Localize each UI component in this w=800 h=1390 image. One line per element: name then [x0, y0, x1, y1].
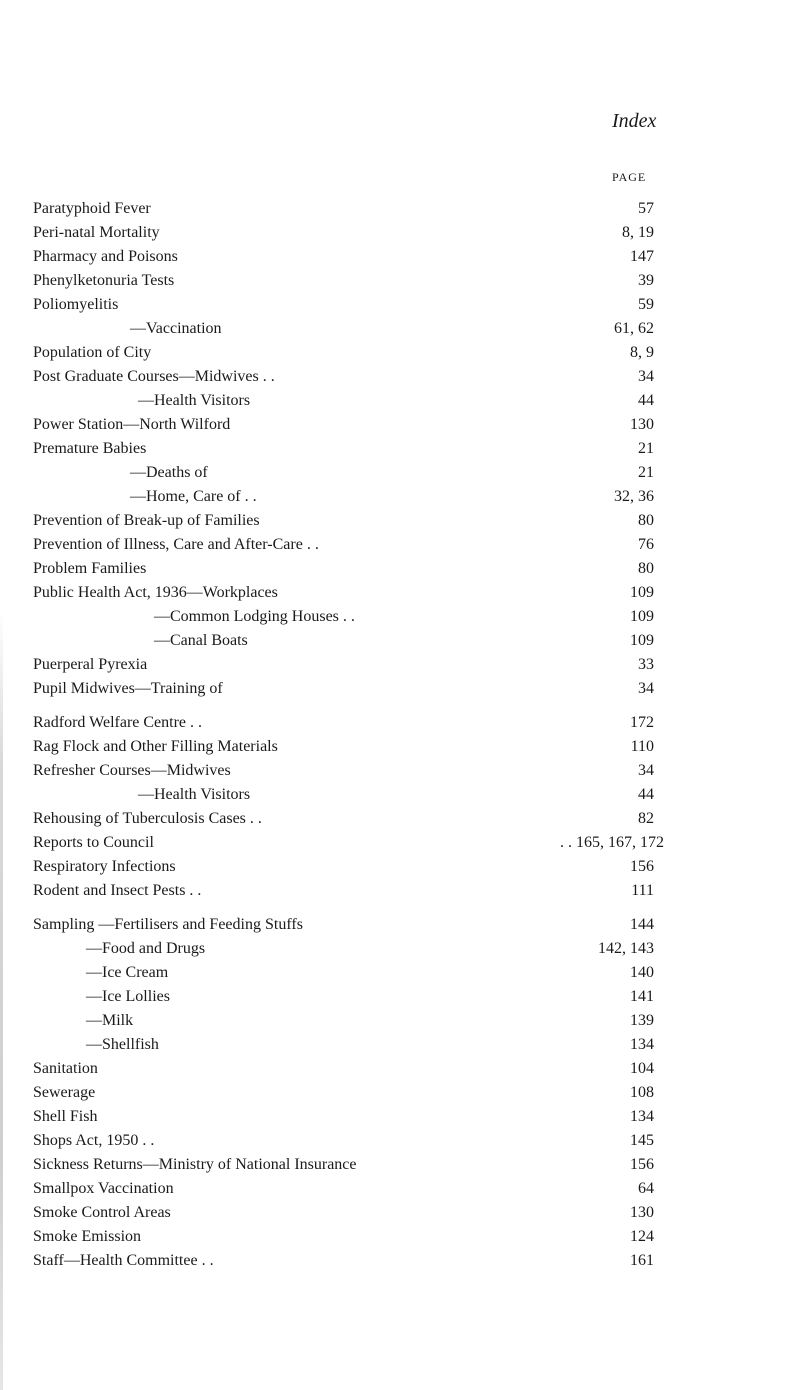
index-entry [0, 879, 800, 903]
entry-pages: 33 [560, 653, 654, 677]
entry-term: Problem Families [33, 560, 147, 577]
entry-term: —Common Lodging Houses . . [154, 608, 355, 625]
index-entry [0, 269, 800, 293]
entry-pages: 34 [560, 759, 654, 783]
entry-term: —Canal Boats [154, 632, 248, 649]
entry-pages: 139 [560, 1009, 654, 1033]
entry-pages: 141 [560, 985, 654, 1009]
entry-pages: . . 165, 167, 172 [560, 831, 654, 855]
entry-term: Refresher Courses—Midwives [33, 762, 231, 779]
index-entry [0, 1153, 800, 1177]
entry-term: Sanitation [33, 1060, 98, 1077]
entry-term: —Shellfish [86, 1036, 159, 1053]
entry-pages: 134 [560, 1105, 654, 1129]
entry-pages: 108 [560, 1081, 654, 1105]
entry-term: Sampling —Fertilisers and Feeding Stuffs [33, 916, 303, 933]
index-entry [0, 605, 800, 629]
entry-pages: 82 [560, 807, 654, 831]
entry-pages: 156 [560, 855, 654, 879]
entry-pages: 59 [560, 293, 654, 317]
entry-pages: 145 [560, 1129, 654, 1153]
index-entry [0, 1009, 800, 1033]
entry-pages: 144 [560, 913, 654, 937]
index-entry [0, 735, 800, 759]
entry-pages: 61, 62 [560, 317, 654, 341]
entry-term: Smallpox Vaccination [33, 1180, 174, 1197]
entry-pages: 124 [560, 1225, 654, 1249]
entry-term: Sewerage [33, 1084, 96, 1101]
entry-pages: 147 [560, 245, 654, 269]
entry-pages: 8, 19 [560, 221, 654, 245]
entry-term: Premature Babies [33, 440, 147, 457]
entry-pages: 8, 9 [560, 341, 654, 365]
index-entry [0, 461, 800, 485]
entry-pages: 161 [560, 1249, 654, 1273]
entry-pages: 76 [560, 533, 654, 557]
entry-term: Post Graduate Courses—Midwives . . [33, 368, 275, 385]
index-entry [0, 1249, 800, 1273]
entry-pages: 130 [560, 1201, 654, 1225]
entry-term: —Home, Care of . . [130, 488, 257, 505]
index-entry [0, 913, 800, 937]
entry-term: —Milk [86, 1012, 134, 1029]
entry-pages: 134 [560, 1033, 654, 1057]
page-column-label: PAGE [612, 170, 647, 184]
index-entry [0, 653, 800, 677]
index-entry [0, 509, 800, 533]
index-entry [0, 245, 800, 269]
index-entry [0, 341, 800, 365]
index-entry [0, 221, 800, 245]
index-entry [0, 437, 800, 461]
entry-pages: 64 [560, 1177, 654, 1201]
entry-pages: 110 [560, 735, 654, 759]
entry-term: Rodent and Insect Pests . . [33, 882, 202, 899]
entry-pages: 140 [560, 961, 654, 985]
entry-pages: 39 [560, 269, 654, 293]
entry-pages: 21 [560, 437, 654, 461]
index-entry [0, 961, 800, 985]
entry-pages: 109 [560, 581, 654, 605]
entry-term: Radford Welfare Centre . . [33, 714, 203, 731]
entry-term: Shops Act, 1950 . . [33, 1132, 155, 1149]
entry-term: Sickness Returns—Ministry of National Insurance [33, 1156, 357, 1173]
index-entry [0, 293, 800, 317]
scan-edge-shadow [0, 610, 3, 1390]
entry-term: Power Station—North Wilford [33, 416, 231, 433]
entry-term: —Ice Cream [86, 964, 169, 981]
index-entry [0, 677, 800, 701]
entry-term: —Health Visitors [138, 786, 251, 803]
entry-pages: 156 [560, 1153, 654, 1177]
entry-pages: 21 [560, 461, 654, 485]
index-entry [0, 1201, 800, 1225]
entry-pages: 109 [560, 605, 654, 629]
entry-term: Prevention of Illness, Care and After-Care . . [33, 536, 319, 553]
entry-pages: 111 [560, 879, 654, 903]
entry-pages: 80 [560, 509, 654, 533]
entry-pages: 104 [560, 1057, 654, 1081]
entry-term: Smoke Emission [33, 1228, 142, 1245]
entry-pages: 130 [560, 413, 654, 437]
index-entry [0, 937, 800, 961]
entry-term: Public Health Act, 1936—Workplaces [33, 584, 278, 601]
index-entry [0, 629, 800, 653]
entry-term: Pupil Midwives—Training of [33, 680, 223, 697]
entry-term: Peri-natal Mortality [33, 224, 160, 241]
index-entry [0, 365, 800, 389]
entry-pages: 34 [560, 365, 654, 389]
index-entry [0, 581, 800, 605]
entry-pages: 142, 143 [560, 937, 654, 961]
index-entry [0, 855, 800, 879]
entry-term: Shell Fish [33, 1108, 98, 1125]
index-entry [0, 413, 800, 437]
index-entry [0, 1057, 800, 1081]
page-title: Index [612, 110, 657, 132]
index-entry [0, 807, 800, 831]
index-entry [0, 1129, 800, 1153]
index-entry [0, 1033, 800, 1057]
index-entry [0, 1081, 800, 1105]
entry-pages: 109 [560, 629, 654, 653]
entry-term: Puerperal Pyrexia [33, 656, 148, 673]
entry-term: Rag Flock and Other Filling Materials [33, 738, 278, 755]
index-entry [0, 759, 800, 783]
entry-term: Phenylketonuria Tests [33, 272, 175, 289]
entry-term: Staff—Health Committee . . [33, 1252, 214, 1269]
index-entry [0, 1177, 800, 1201]
entry-term: Rehousing of Tuberculosis Cases . . [33, 810, 262, 827]
index-entry [0, 197, 800, 221]
entry-term: Smoke Control Areas [33, 1204, 171, 1221]
entry-term: —Ice Lollies [86, 988, 170, 1005]
entry-term: —Health Visitors [138, 392, 251, 409]
entry-term: Reports to Council [33, 834, 154, 851]
index-entry [0, 557, 800, 581]
entry-pages: 44 [560, 389, 654, 413]
index-entry [0, 533, 800, 557]
entry-term: Poliomyelitis [33, 296, 119, 313]
entry-term: —Deaths of [130, 464, 208, 481]
entry-pages: 80 [560, 557, 654, 581]
entry-pages: 172 [560, 711, 654, 735]
entry-term: Population of City [33, 344, 152, 361]
index-entry [0, 831, 800, 855]
index-entry [0, 485, 800, 509]
entry-pages: 57 [560, 197, 654, 221]
index-entry [0, 711, 800, 735]
entry-pages: 34 [560, 677, 654, 701]
entry-term: Paratyphoid Fever [33, 200, 151, 217]
entry-term: Prevention of Break-up of Families [33, 512, 260, 529]
entry-term: Respiratory Infections [33, 858, 176, 875]
entry-pages: 44 [560, 783, 654, 807]
index-entry [0, 783, 800, 807]
entry-pages: 32, 36 [560, 485, 654, 509]
index-entry [0, 317, 800, 341]
index-entry [0, 985, 800, 1009]
index-entry [0, 1225, 800, 1249]
entry-term: Pharmacy and Poisons [33, 248, 178, 265]
index-entry [0, 389, 800, 413]
entry-term: —Vaccination [130, 320, 222, 337]
entry-term: —Food and Drugs [86, 940, 206, 957]
index-entry [0, 1105, 800, 1129]
